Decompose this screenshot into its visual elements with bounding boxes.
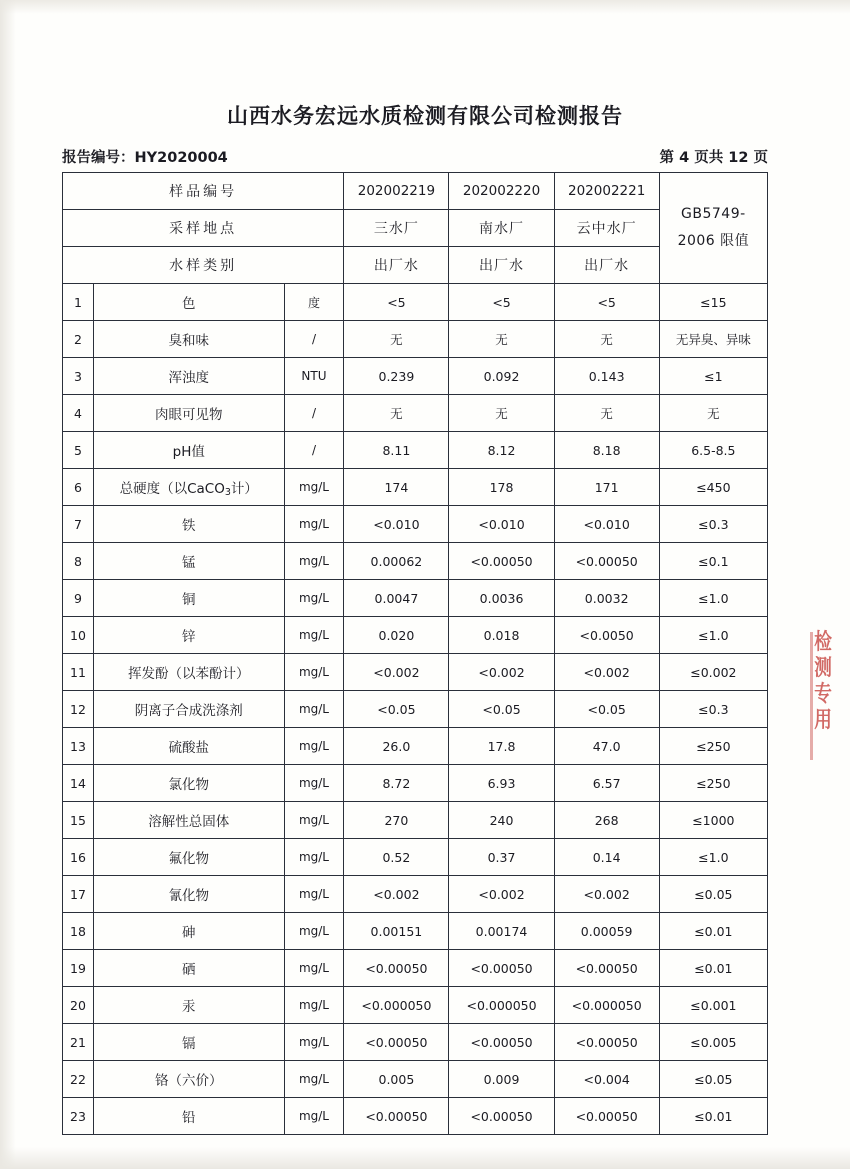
- row-unit: mg/L: [284, 691, 344, 728]
- table-row: [63, 1024, 768, 1061]
- row-value-sample-2: 0.37: [449, 839, 554, 876]
- row-value-sample-3: <0.002: [554, 876, 659, 913]
- row-item-name: 肉眼可见物: [93, 395, 284, 432]
- row-index: 6: [63, 469, 94, 506]
- row-standard-limit: ≤1.0: [659, 617, 767, 654]
- row-unit: mg/L: [284, 728, 344, 765]
- row-value-sample-1: <0.05: [344, 691, 449, 728]
- table-row: [63, 654, 768, 691]
- row-value-sample-1: 8.72: [344, 765, 449, 802]
- row-index: 22: [63, 1061, 94, 1098]
- header-label-water-type: 水样类别: [63, 247, 344, 284]
- seal-character: 测: [814, 654, 832, 681]
- row-item-name: 挥发酚（以苯酚计）: [93, 654, 284, 691]
- report-number: 报告编号：HY2020004: [62, 150, 228, 166]
- table-row: [63, 728, 768, 765]
- row-value-sample-3: <0.00050: [554, 1024, 659, 1061]
- row-value-sample-1: 0.005: [344, 1061, 449, 1098]
- row-unit: mg/L: [284, 839, 344, 876]
- row-standard-limit: ≤0.002: [659, 654, 767, 691]
- table-row: [63, 617, 768, 654]
- table-row: [63, 691, 768, 728]
- row-value-sample-3: <0.00050: [554, 1098, 659, 1135]
- row-index: 10: [63, 617, 94, 654]
- row-unit: mg/L: [284, 802, 344, 839]
- row-unit: mg/L: [284, 469, 344, 506]
- table-row: [63, 1098, 768, 1135]
- row-index: 9: [63, 580, 94, 617]
- row-value-sample-1: 无: [344, 321, 449, 358]
- row-value-sample-3: <0.000050: [554, 987, 659, 1024]
- row-value-sample-1: 26.0: [344, 728, 449, 765]
- row-value-sample-2: <0.00050: [449, 1098, 554, 1135]
- table-row: [63, 506, 768, 543]
- row-index: 15: [63, 802, 94, 839]
- row-item-name: 总硬度（以CaCO3计）: [93, 469, 284, 506]
- row-unit: mg/L: [284, 580, 344, 617]
- row-value-sample-3: <5: [554, 284, 659, 321]
- row-standard-limit: ≤15: [659, 284, 767, 321]
- row-index: 2: [63, 321, 94, 358]
- scan-edge-bottom: [0, 1147, 850, 1169]
- table-row: [63, 284, 768, 321]
- table-row: [63, 876, 768, 913]
- header-label-sample-no: 样品编号: [63, 173, 344, 210]
- row-value-sample-1: <5: [344, 284, 449, 321]
- row-value-sample-1: 0.0047: [344, 580, 449, 617]
- row-value-sample-2: 无: [449, 395, 554, 432]
- row-value-sample-2: <5: [449, 284, 554, 321]
- row-value-sample-1: 174: [344, 469, 449, 506]
- row-standard-limit: ≤0.05: [659, 1061, 767, 1098]
- row-unit: /: [284, 321, 344, 358]
- row-unit: /: [284, 395, 344, 432]
- row-value-sample-1: 0.00062: [344, 543, 449, 580]
- row-standard-limit: ≤0.3: [659, 691, 767, 728]
- scan-edge-left: [0, 0, 16, 1169]
- row-standard-limit: 无异臭、异味: [659, 321, 767, 358]
- table-row: [63, 950, 768, 987]
- row-value-sample-3: <0.002: [554, 654, 659, 691]
- document-meta: [62, 146, 768, 167]
- row-item-name: 氯化物: [93, 765, 284, 802]
- header-water-type-3: 出厂水: [554, 247, 659, 284]
- row-value-sample-2: 无: [449, 321, 554, 358]
- row-unit: mg/L: [284, 1024, 344, 1061]
- row-unit: NTU: [284, 358, 344, 395]
- row-standard-limit: ≤450: [659, 469, 767, 506]
- row-value-sample-3: 0.143: [554, 358, 659, 395]
- row-item-name: 锰: [93, 543, 284, 580]
- row-index: 8: [63, 543, 94, 580]
- row-value-sample-2: 240: [449, 802, 554, 839]
- header-site-1: 三水厂: [344, 210, 449, 247]
- row-item-name: 色: [93, 284, 284, 321]
- row-index: 13: [63, 728, 94, 765]
- row-value-sample-1: 0.00151: [344, 913, 449, 950]
- header-site-2: 南水厂: [449, 210, 554, 247]
- header-site-3: 云中水厂: [554, 210, 659, 247]
- row-value-sample-2: <0.00050: [449, 543, 554, 580]
- table-row: [63, 321, 768, 358]
- row-item-name: 硫酸盐: [93, 728, 284, 765]
- scan-edge-top: [0, 0, 850, 14]
- row-standard-limit: ≤0.01: [659, 1098, 767, 1135]
- row-unit: mg/L: [284, 506, 344, 543]
- row-value-sample-1: 无: [344, 395, 449, 432]
- row-value-sample-1: 0.239: [344, 358, 449, 395]
- row-index: 23: [63, 1098, 94, 1135]
- row-standard-limit: 无: [659, 395, 767, 432]
- row-index: 20: [63, 987, 94, 1024]
- row-item-name: 氟化物: [93, 839, 284, 876]
- row-value-sample-1: <0.00050: [344, 950, 449, 987]
- row-unit: 度: [284, 284, 344, 321]
- row-value-sample-3: 无: [554, 321, 659, 358]
- water-quality-table: [62, 172, 768, 1135]
- row-unit: mg/L: [284, 654, 344, 691]
- row-value-sample-2: <0.010: [449, 506, 554, 543]
- row-value-sample-2: <0.000050: [449, 987, 554, 1024]
- header-standard-limit: GB5749- 2006 限值: [659, 173, 767, 284]
- row-value-sample-3: 8.18: [554, 432, 659, 469]
- row-item-name: 氰化物: [93, 876, 284, 913]
- row-value-sample-3: 47.0: [554, 728, 659, 765]
- row-item-name: pH值: [93, 432, 284, 469]
- row-value-sample-3: 268: [554, 802, 659, 839]
- row-unit: /: [284, 432, 344, 469]
- row-unit: mg/L: [284, 1061, 344, 1098]
- table-row: [63, 358, 768, 395]
- row-value-sample-3: <0.05: [554, 691, 659, 728]
- row-value-sample-2: 0.00174: [449, 913, 554, 950]
- row-standard-limit: ≤0.01: [659, 950, 767, 987]
- table-row: [63, 913, 768, 950]
- row-value-sample-1: 8.11: [344, 432, 449, 469]
- table-row: [63, 580, 768, 617]
- row-standard-limit: ≤0.001: [659, 987, 767, 1024]
- row-value-sample-2: 0.018: [449, 617, 554, 654]
- row-value-sample-2: 8.12: [449, 432, 554, 469]
- row-unit: mg/L: [284, 950, 344, 987]
- row-standard-limit: ≤0.1: [659, 543, 767, 580]
- row-value-sample-3: <0.010: [554, 506, 659, 543]
- row-standard-limit: ≤1: [659, 358, 767, 395]
- row-value-sample-1: 0.020: [344, 617, 449, 654]
- row-value-sample-1: <0.000050: [344, 987, 449, 1024]
- page-number: 第 4 页共 12 页: [659, 150, 768, 166]
- row-index: 12: [63, 691, 94, 728]
- row-index: 14: [63, 765, 94, 802]
- table-row: [63, 839, 768, 876]
- row-index: 11: [63, 654, 94, 691]
- row-item-name: 砷: [93, 913, 284, 950]
- row-value-sample-3: <0.00050: [554, 543, 659, 580]
- row-item-name: 铁: [93, 506, 284, 543]
- row-value-sample-3: <0.004: [554, 1061, 659, 1098]
- row-standard-limit: ≤250: [659, 728, 767, 765]
- row-standard-limit: ≤1000: [659, 802, 767, 839]
- seal-character: 专: [814, 680, 832, 707]
- row-index: 7: [63, 506, 94, 543]
- row-index: 16: [63, 839, 94, 876]
- page-title: 山西水务宏远水质检测有限公司检测报告: [227, 104, 623, 128]
- row-unit: mg/L: [284, 765, 344, 802]
- row-standard-limit: ≤0.05: [659, 876, 767, 913]
- row-standard-limit: ≤0.005: [659, 1024, 767, 1061]
- header-label-site: 采样地点: [63, 210, 344, 247]
- row-value-sample-1: 0.52: [344, 839, 449, 876]
- header-sample-no-3: 202002221: [554, 173, 659, 210]
- row-value-sample-3: 无: [554, 395, 659, 432]
- table-row: [63, 987, 768, 1024]
- row-value-sample-3: 0.0032: [554, 580, 659, 617]
- row-item-name: 硒: [93, 950, 284, 987]
- row-value-sample-2: <0.05: [449, 691, 554, 728]
- table-row: [63, 432, 768, 469]
- row-value-sample-2: <0.00050: [449, 1024, 554, 1061]
- row-index: 21: [63, 1024, 94, 1061]
- row-value-sample-1: <0.00050: [344, 1098, 449, 1135]
- row-standard-limit: ≤250: [659, 765, 767, 802]
- row-value-sample-2: 6.93: [449, 765, 554, 802]
- row-value-sample-2: <0.00050: [449, 950, 554, 987]
- row-value-sample-2: 17.8: [449, 728, 554, 765]
- row-index: 19: [63, 950, 94, 987]
- row-value-sample-3: <0.0050: [554, 617, 659, 654]
- row-item-name: 溶解性总固体: [93, 802, 284, 839]
- row-unit: mg/L: [284, 617, 344, 654]
- row-unit: mg/L: [284, 876, 344, 913]
- row-standard-limit: ≤0.3: [659, 506, 767, 543]
- red-seal-fragment: [806, 630, 840, 765]
- row-value-sample-3: 0.00059: [554, 913, 659, 950]
- table-row: [63, 802, 768, 839]
- row-value-sample-3: <0.00050: [554, 950, 659, 987]
- row-value-sample-3: 0.14: [554, 839, 659, 876]
- table-row: [63, 469, 768, 506]
- row-item-name: 铅: [93, 1098, 284, 1135]
- row-item-name: 锌: [93, 617, 284, 654]
- row-item-name: 铬（六价）: [93, 1061, 284, 1098]
- row-value-sample-2: 178: [449, 469, 554, 506]
- row-value-sample-2: 0.0036: [449, 580, 554, 617]
- row-standard-limit: ≤0.01: [659, 913, 767, 950]
- row-value-sample-2: <0.002: [449, 654, 554, 691]
- header-sample-no-1: 202002219: [344, 173, 449, 210]
- row-standard-limit: 6.5-8.5: [659, 432, 767, 469]
- row-standard-limit: ≤1.0: [659, 839, 767, 876]
- row-value-sample-1: <0.00050: [344, 1024, 449, 1061]
- row-value-sample-1: <0.002: [344, 876, 449, 913]
- row-index: 1: [63, 284, 94, 321]
- row-standard-limit: ≤1.0: [659, 580, 767, 617]
- row-item-name: 臭和味: [93, 321, 284, 358]
- row-item-name: 阴离子合成洗涤剂: [93, 691, 284, 728]
- table-row: [63, 765, 768, 802]
- row-value-sample-2: <0.002: [449, 876, 554, 913]
- seal-character: 用: [814, 706, 832, 733]
- row-index: 5: [63, 432, 94, 469]
- row-value-sample-1: 270: [344, 802, 449, 839]
- header-water-type-1: 出厂水: [344, 247, 449, 284]
- row-index: 4: [63, 395, 94, 432]
- row-value-sample-3: 171: [554, 469, 659, 506]
- row-item-name: 汞: [93, 987, 284, 1024]
- row-value-sample-2: 0.009: [449, 1061, 554, 1098]
- table-row: [63, 1061, 768, 1098]
- table-row: [63, 543, 768, 580]
- table-header-sample-no: [63, 173, 768, 210]
- row-unit: mg/L: [284, 913, 344, 950]
- row-value-sample-1: <0.002: [344, 654, 449, 691]
- row-item-name: 浑浊度: [93, 358, 284, 395]
- row-unit: mg/L: [284, 1098, 344, 1135]
- row-item-name: 镉: [93, 1024, 284, 1061]
- row-index: 18: [63, 913, 94, 950]
- row-index: 3: [63, 358, 94, 395]
- row-index: 17: [63, 876, 94, 913]
- table-row: [63, 395, 768, 432]
- row-value-sample-3: 6.57: [554, 765, 659, 802]
- row-unit: mg/L: [284, 987, 344, 1024]
- header-sample-no-2: 202002220: [449, 173, 554, 210]
- row-value-sample-1: <0.010: [344, 506, 449, 543]
- seal-character: 检: [814, 629, 832, 655]
- row-unit: mg/L: [284, 543, 344, 580]
- header-water-type-2: 出厂水: [449, 247, 554, 284]
- row-item-name: 铜: [93, 580, 284, 617]
- row-value-sample-2: 0.092: [449, 358, 554, 395]
